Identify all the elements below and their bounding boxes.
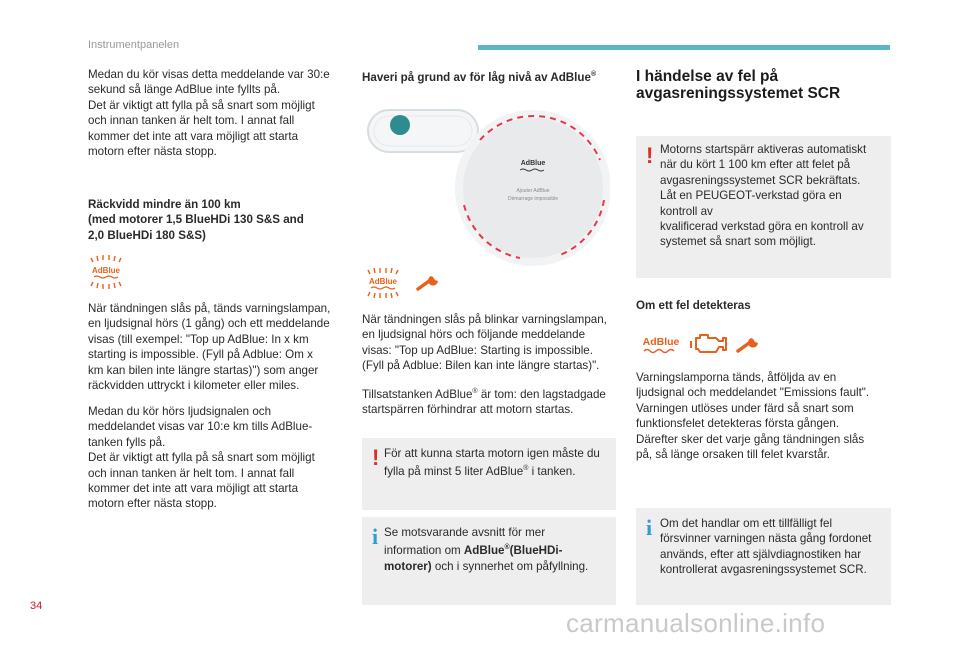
- wrench-icon: [414, 272, 442, 292]
- text-line: motorn efter nästa stopp.: [88, 497, 217, 511]
- adblue-icon-label: AdBlue: [642, 336, 680, 348]
- text-line: visas (till exempel: "Top up AdBlue: In x km: [88, 332, 309, 346]
- heading-line: 2,0 BlueHDi 180 S&S): [88, 228, 206, 242]
- text-line: och innan tanken är helt tom. I annat fall: [88, 466, 295, 480]
- text-line: Om det handlar om ett tillfälligt fel: [660, 517, 833, 530]
- text-line: meddelandet visas var 10:e km tills AdBlue-: [88, 420, 313, 434]
- text-line: kvalificerad verkstad göra en kontroll av: [660, 220, 864, 234]
- text-line: När tändningen slås på blinkar varningslampan,: [362, 313, 607, 326]
- text-line: avgasreningssystemet SCR bekräftats.: [660, 173, 861, 187]
- wrench-icon: [734, 334, 762, 354]
- col1-paragraph-2: [88, 301, 360, 393]
- text-line: funktionsfelet detekteras första gången.: [636, 417, 840, 431]
- text-line: Det är viktigt att fylla på så snart som möjligt: [88, 451, 315, 465]
- text-line: på, så länge orsaken till felet kvarstår.: [636, 448, 830, 462]
- col2-paragraph-1: [362, 312, 622, 374]
- text-line: (Fyll på Adblue: Bilen kan inte längre startas)".: [362, 359, 600, 373]
- info-note: [636, 508, 891, 605]
- text-line: och innan tanken är helt tom. I annat fall: [88, 114, 295, 128]
- text-line: visas: "Top up AdBlue: Starting is impossible.: [362, 343, 593, 357]
- text-line: För att kunna starta motorn igen måste du: [384, 447, 600, 460]
- text-line: Därefter sker det varje gång tändningen slås: [636, 432, 865, 446]
- heading-text: Haveri på grund av för låg nivå av AdBlue: [362, 70, 591, 84]
- col2-heading: [362, 67, 622, 85]
- text-line: starting is impossible. (Fyll på Adblue: Om x: [88, 348, 313, 362]
- adblue-icon-label: AdBlue: [92, 266, 120, 275]
- bold-span: (BlueHDi-: [509, 544, 563, 558]
- page-number: 34: [30, 600, 43, 612]
- dial-message-1: Ajouter AdBlue: [516, 188, 550, 194]
- adblue-warning-icon: [86, 255, 126, 289]
- text-line: räckvidden uttryckt i kilometer eller miles.: [88, 379, 300, 393]
- text-line: motorn efter nästa stopp.: [88, 145, 217, 159]
- text-line: tanken fylls på.: [88, 435, 166, 449]
- info-icon: i: [646, 515, 653, 540]
- warning-icon: !: [646, 143, 654, 168]
- text-line: kommer det inte att vara möjligt att starta: [88, 129, 299, 143]
- text-span: och i synnerhet om påfyllning.: [431, 559, 589, 573]
- text-line: km kan bilen inte längre startas)") som anger: [88, 363, 319, 377]
- text-line: Motorns startspärr aktiveras automatiskt: [660, 143, 867, 156]
- text-line: när du kört 1 100 km efter att felet på: [660, 158, 851, 172]
- text-line: en ljudsignal hörs (1 gång) och ett meddelande: [88, 317, 330, 331]
- heading-line: Räckvidd mindre än 100 km: [88, 198, 241, 211]
- text-line: När tändningen slås på, tänds varningslampan,: [88, 302, 331, 315]
- text-line: startspärren förhindrar att motorn startas.: [362, 403, 574, 417]
- info-icon: i: [372, 524, 379, 549]
- watermark: carmanualsonline.info: [566, 608, 826, 638]
- col2-paragraph-2: [362, 384, 622, 418]
- text-span: fylla på minst 5 liter AdBlue: [384, 465, 524, 479]
- text-line: används, efter att självdiagnostiken har: [660, 547, 862, 561]
- text-line: Varningslamporna tänds, åtföljda av en: [636, 371, 837, 384]
- text-line: [384, 540, 606, 558]
- text-line: Låt en PEUGEOT-verkstad göra en kontroll av: [660, 189, 842, 218]
- title-line: avgasreningssystemet SCR: [636, 84, 841, 102]
- text-line: Det är viktigt att fylla på så snart som möjligt: [88, 98, 315, 112]
- text-span: information om: [384, 544, 464, 558]
- text-line: sekund så länge AdBlue inte fyllts på.: [88, 83, 281, 97]
- header-accent-bar: [478, 45, 890, 50]
- dial-adblue-label: AdBlue: [520, 160, 546, 167]
- text-line: Se motsvarande avsnitt för mer: [384, 526, 546, 539]
- title-line: I händelse av fel på: [636, 68, 779, 85]
- text-line: kontrollerat avgasreningssystemet SCR.: [660, 563, 867, 577]
- instrument-cluster-illustration: [360, 100, 610, 270]
- heading-line: (med motorer 1,5 BlueHDi 130 S&S and: [88, 213, 304, 227]
- text-span: i tanken.: [528, 465, 576, 479]
- text-line: Varningen utlöses under färd så snart som: [636, 401, 854, 415]
- info-note: [362, 517, 616, 605]
- col1-heading: [88, 197, 358, 243]
- text-line: kommer det inte att vara möjligt att starta: [88, 482, 299, 496]
- text-span: Tillsatstanken AdBlue: [362, 387, 473, 401]
- dial-message-2: Démarrage impossible: [507, 196, 559, 202]
- registered-mark: ®: [504, 544, 510, 552]
- engine-icon: [690, 328, 730, 358]
- col3-paragraph-1: [636, 370, 904, 462]
- text-line: [384, 461, 606, 479]
- bold-span: AdBlue: [463, 544, 505, 558]
- adblue-warning-icon: [362, 268, 406, 298]
- col3-title: [636, 69, 896, 102]
- text-line: [362, 384, 622, 402]
- registered-mark: ®: [472, 388, 478, 395]
- col1-paragraph-1: [88, 67, 358, 159]
- warning-icon: !: [372, 445, 380, 470]
- text-line: Medan du kör visas detta meddelande var 30:e: [88, 68, 330, 81]
- text-line: en ljudsignal hörs och följande meddelande: [362, 328, 586, 342]
- bold-span: motorer): [384, 559, 432, 573]
- text-line: systemet så snart som möjligt.: [660, 235, 816, 249]
- text-line: försvinner varningen nästa gång fordonet: [660, 532, 872, 546]
- warning-note: [636, 136, 891, 278]
- col1-paragraph-3: [88, 404, 360, 512]
- warning-note: [362, 438, 616, 510]
- registered-mark: ®: [523, 465, 529, 473]
- text-line: Medan du kör hörs ljudsignalen och: [88, 405, 272, 418]
- registered-mark: ®: [590, 71, 597, 78]
- col3-subheading: Om ett fel detekteras: [636, 299, 751, 312]
- section-title: Instrumentpanelen: [88, 39, 180, 51]
- text-line: ljudsignal och meddelandet "Emissions fault".: [636, 386, 870, 400]
- text-span: är tom: den lagstadgade: [477, 387, 606, 401]
- adblue-icon: [638, 331, 684, 357]
- text-line: [384, 559, 606, 574]
- adblue-icon-label: AdBlue: [369, 277, 397, 286]
